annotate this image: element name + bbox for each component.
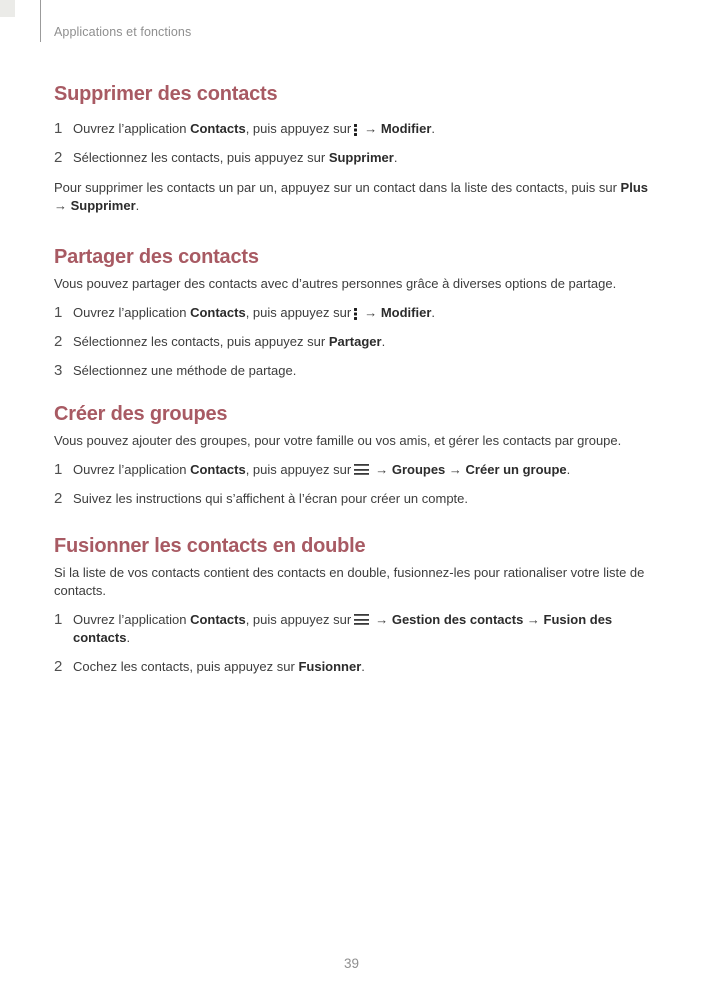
text-run: Fusionner	[298, 659, 362, 674]
step-number: 2	[54, 490, 63, 507]
section	[54, 82, 659, 215]
step-list	[54, 611, 659, 676]
step-text	[73, 611, 659, 647]
section-title: Fusionner les contacts en double	[54, 535, 366, 557]
section-note	[54, 179, 659, 215]
section-intro	[54, 275, 659, 293]
text-run: Partager	[328, 334, 382, 349]
step-number: 2	[54, 658, 63, 675]
text-run: Cochez les contacts, puis appuyez sur	[73, 659, 299, 674]
menu-icon	[354, 464, 369, 475]
text-run: Groupes	[391, 462, 446, 477]
step-item	[54, 333, 659, 351]
text-run: Supprimer	[70, 198, 136, 213]
text-run: Contacts	[190, 462, 246, 477]
text-run: Contacts	[190, 305, 246, 320]
section-title: Supprimer des contacts	[54, 83, 278, 105]
menu-icon	[354, 614, 369, 625]
header-rule	[40, 0, 41, 42]
scan-artifact	[0, 0, 15, 17]
step-item	[54, 362, 659, 380]
page-number: 39	[343, 956, 360, 971]
section	[54, 402, 659, 508]
step-number: 1	[54, 120, 63, 137]
step-item	[54, 149, 659, 167]
step-item	[54, 120, 659, 138]
step-list	[54, 120, 659, 167]
text-run: .	[431, 121, 436, 136]
step-number: 1	[54, 611, 63, 628]
section-intro	[54, 564, 659, 600]
text-run: .	[566, 462, 571, 477]
text-run: →	[364, 305, 381, 320]
step-text	[73, 658, 659, 676]
text-run: , puis appuyez sur	[245, 612, 352, 627]
text-run: , puis appuyez sur	[245, 121, 352, 136]
step-text	[73, 490, 659, 508]
step-list	[54, 461, 659, 508]
step-number: 2	[54, 149, 63, 166]
text-run: .	[135, 198, 140, 213]
text-run: Supprimer	[328, 150, 394, 165]
text-run: Contacts	[190, 121, 246, 136]
text-run: Vous pouvez partager des contacts avec d’autres personnes grâce à diverses options de partage.	[54, 276, 617, 291]
content	[54, 0, 659, 994]
text-run: →	[364, 121, 381, 136]
text-run: →	[375, 612, 392, 627]
step-item	[54, 658, 659, 676]
step-text	[73, 149, 659, 167]
text-run: .	[393, 150, 398, 165]
text-run: .	[431, 305, 436, 320]
text-run: →	[54, 198, 71, 213]
step-item	[54, 490, 659, 508]
text-run: Pour supprimer les contacts un par un, appuyez sur un contact dans la liste des contacts, puis sur	[54, 180, 621, 195]
step-text	[73, 120, 659, 138]
step-number: 1	[54, 304, 63, 321]
text-run: Vous pouvez ajouter des groupes, pour votre famille ou vos amis, et gérer les contacts par groupe.	[54, 433, 622, 448]
step-text	[73, 362, 659, 380]
text-run: →	[445, 462, 466, 477]
text-run: Si la liste de vos contacts contient des contacts en double, fusionnez-les pour rationaliser votre liste de contacts.	[54, 565, 645, 598]
text-run: .	[126, 630, 131, 645]
step-list	[54, 304, 659, 380]
text-run: Créer un groupe	[465, 462, 567, 477]
text-run: Modifier	[380, 121, 432, 136]
text-run: Plus	[620, 180, 648, 195]
section-title: Créer des groupes	[54, 403, 228, 425]
text-run: .	[381, 334, 386, 349]
text-run: , puis appuyez sur	[245, 462, 352, 477]
text-run: , puis appuyez sur	[245, 305, 352, 320]
step-number: 3	[54, 362, 63, 379]
text-run: Ouvrez l’application	[73, 305, 191, 320]
text-run: Ouvrez l’application	[73, 121, 191, 136]
text-run: →	[375, 462, 392, 477]
text-run: Ouvrez l’application	[73, 612, 191, 627]
text-run: Sélectionnez les contacts, puis appuyez sur	[73, 334, 329, 349]
text-run: Gestion des contacts	[391, 612, 524, 627]
section-title: Partager des contacts	[54, 246, 259, 268]
more-vertical-icon	[354, 124, 357, 127]
text-run: →	[523, 612, 544, 627]
section	[54, 534, 659, 676]
running-header: Applications et fonctions	[54, 25, 192, 39]
step-item	[54, 611, 659, 647]
text-run: Ouvrez l’application	[73, 462, 191, 477]
text-run: .	[361, 659, 365, 674]
text-run: Contacts	[190, 612, 246, 627]
step-item	[54, 304, 659, 322]
text-run: Suivez les instructions qui s’affichent à l’écran pour créer un compte.	[73, 491, 469, 506]
more-vertical-icon	[354, 308, 357, 311]
text-run: Sélectionnez une méthode de partage.	[73, 363, 297, 378]
step-text	[73, 333, 659, 351]
step-item	[54, 461, 659, 479]
text-run: Sélectionnez les contacts, puis appuyez sur	[73, 150, 329, 165]
step-text	[73, 304, 659, 322]
step-text	[73, 461, 659, 479]
text-run: Fusion des contacts	[73, 612, 613, 645]
step-number: 1	[54, 461, 63, 478]
section-intro	[54, 432, 659, 450]
section	[54, 245, 659, 380]
text-run: Modifier	[380, 305, 432, 320]
step-number: 2	[54, 333, 63, 350]
